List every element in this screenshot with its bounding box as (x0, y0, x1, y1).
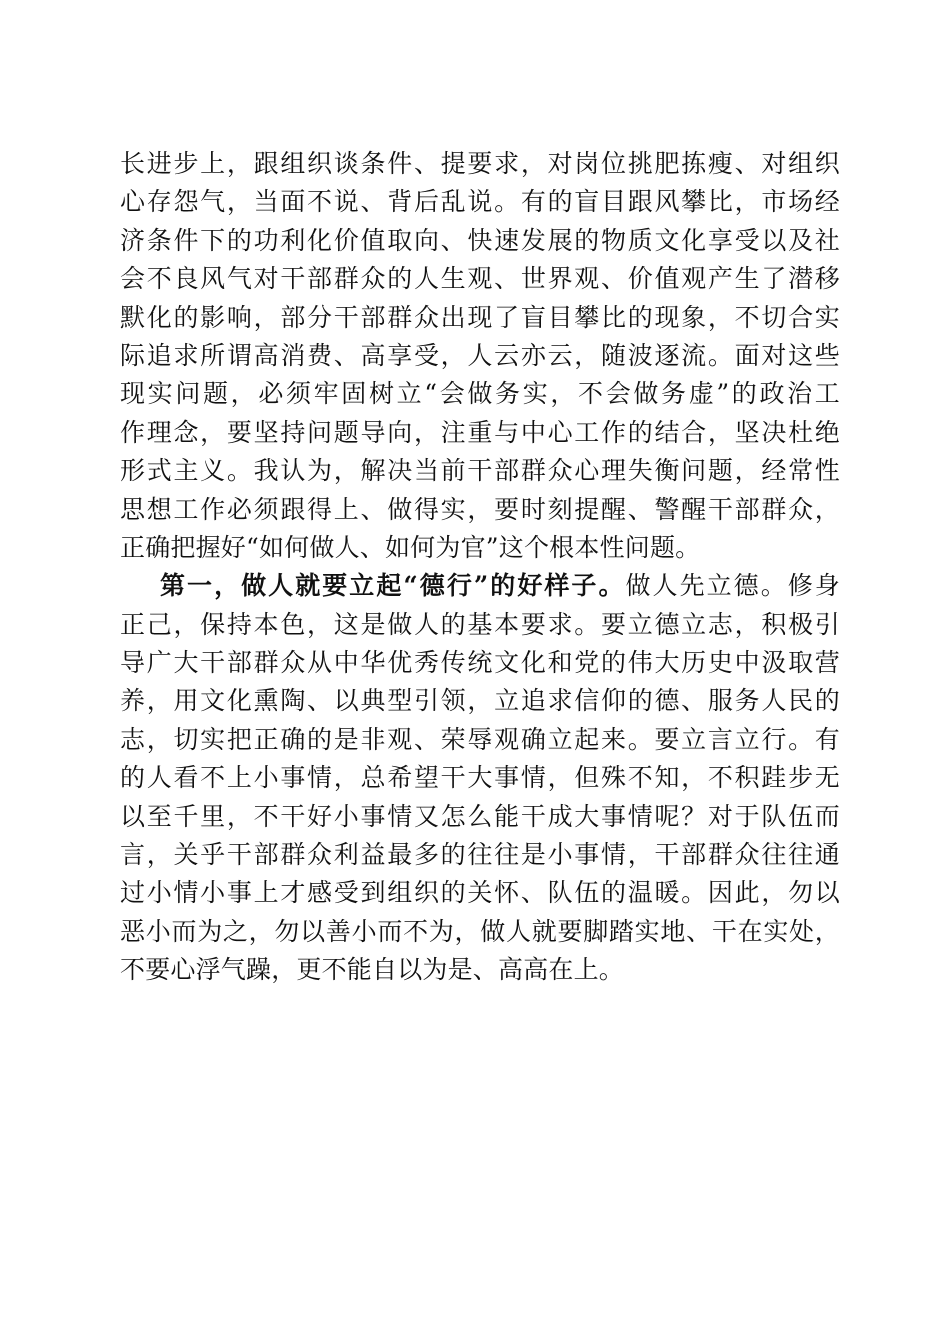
paragraph-first-line (120, 567, 840, 605)
text-line: 导广大干部群众从中华优秀传统文化和党的伟大历史中汲取营 (120, 648, 840, 678)
text-line: 正己，保持本色，这是做人的基本要求。要立德立志，积极引 (120, 609, 840, 639)
text-line: 正确把握好“如何做人、如何为官”这个根本性问题。 (120, 532, 701, 562)
text-line: 长进步上，跟组织谈条件、提要求，对岗位挑肥拣瘦、对组织 (120, 149, 840, 178)
paragraph-1 (120, 145, 840, 567)
text-line: 形式主义。我认为，解决当前干部群众心理失衡问题，经常性 (120, 456, 840, 486)
text-line: 济条件下的功利化价值取向、快速发展的物质文化享受以及社 (120, 225, 840, 255)
text-line: 恶小而为之，勿以善小而不为，做人就要脚踏实地、干在实处， (120, 916, 840, 946)
document-page (120, 145, 840, 990)
text-line: 会不良风气对干部群众的人生观、世界观、价值观产生了潜移 (120, 264, 840, 294)
text-line: 言，关乎干部群众利益最多的往往是小事情，干部群众往往通 (120, 840, 840, 870)
text-line: 养，用文化熏陶、以典型引领，立追求信仰的德、服务人民的 (120, 686, 840, 716)
text-line: 志，切实把正确的是非观、荣辱观确立起来。要立言立行。有 (120, 724, 840, 754)
text-line: 际追求所谓高消费、高享受，人云亦云，随波逐流。面对这些 (120, 340, 840, 370)
text-line: 现实问题，必须牢固树立“会做务实，不会做务虚”的政治工 (120, 379, 840, 409)
first-line-rest: 做人先立德。修身 (625, 571, 840, 601)
text-line: 的人看不上小事情，总希望干大事情，但殊不知，不积跬步无 (120, 763, 840, 793)
text-line: 默化的影响，部分干部群众出现了盲目攀比的现象，不切合实 (120, 302, 840, 332)
text-line: 以至千里，不干好小事情又怎么能干成大事情呢？对于队伍而 (120, 801, 840, 831)
text-line: 思想工作必须跟得上、做得实，要时刻提醒、警醒干部群众， (120, 494, 840, 524)
text-line: 不要心浮气躁，更不能自以为是、高高在上。 (120, 955, 625, 985)
paragraph-2 (120, 567, 840, 989)
section-heading: 第一，做人就要立起“德行”的好样子。 (160, 571, 626, 601)
text-line: 作理念，要坚持问题导向，注重与中心工作的结合，坚决杜绝 (120, 417, 840, 447)
text-line: 过小情小事上才感受到组织的关怀、队伍的温暖。因此，勿以 (120, 878, 840, 908)
text-line: 心存怨气，当面不说、背后乱说。有的盲目跟风攀比，市场经 (120, 187, 840, 217)
